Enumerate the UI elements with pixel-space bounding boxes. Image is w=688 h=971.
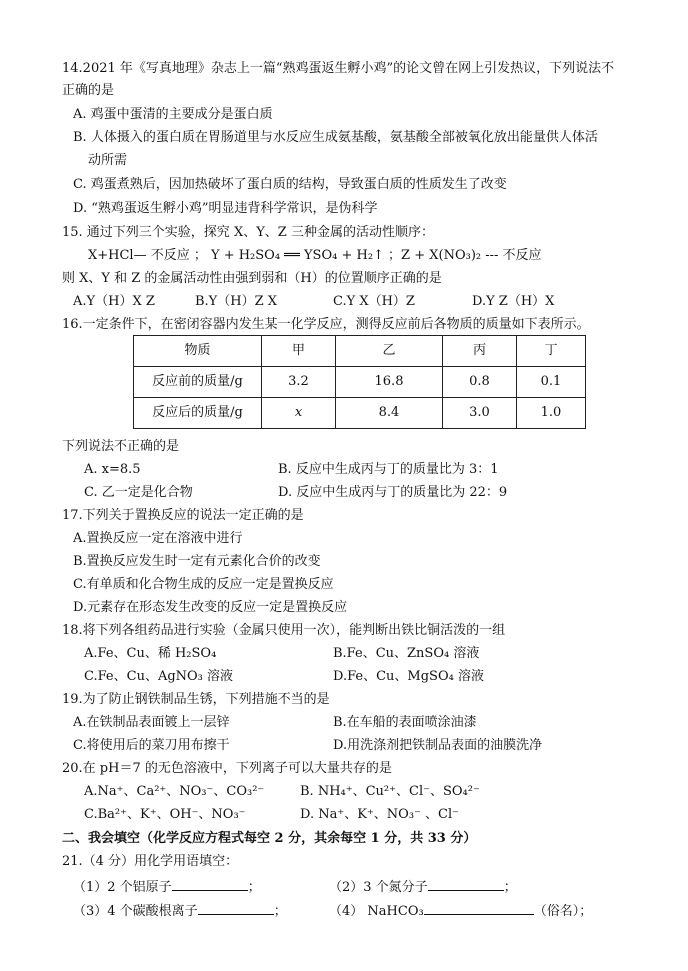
q17-option-a: A.置换反应一定在溶液中进行 [73, 531, 243, 546]
separator: ； [273, 904, 287, 919]
table-cell: 0.8 [443, 367, 517, 398]
q21-item-4-suffix: （俗名）； [533, 904, 593, 919]
q14-stem-line2: 正确的是 [62, 83, 115, 98]
answer-blank[interactable] [198, 898, 274, 915]
q20-stem: 20.在 pH＝7 的无色溶液中，下列离子可以大量共存的是 [62, 761, 392, 776]
table-row [134, 367, 586, 398]
q18-option-c: C.Fe、Cu、AgNO₃ 溶液 [84, 669, 234, 684]
q18-option-a: A.Fe、Cu、稀 H₂SO₄ [84, 646, 217, 661]
q21-item-2-label: （2）3 个氮分子 [329, 880, 428, 895]
q21-item-4 [329, 898, 592, 923]
q14-option-b-line2: 动所需 [88, 153, 128, 168]
q20-option-a: A.Na⁺、Ca²⁺、NO₃⁻、CO₃²⁻ [84, 784, 265, 799]
table-cell: 1.0 [517, 398, 586, 429]
q21-stem: 21.（4 分）用化学用语填空： [62, 854, 239, 869]
q14-option-d: D. “熟鸡蛋返生孵小鸡”明显违背科学常识，是伪科学 [73, 201, 378, 216]
q20-option-d: D. Na⁺、K⁺、NO₃⁻ 、Cl⁻ [300, 807, 459, 822]
table-header-cell: 丁 [517, 336, 586, 367]
q15-option-a: A.Y（H）X Z [73, 294, 155, 309]
q16-option-a: A. x=8.5 [84, 462, 141, 477]
separator: ； [247, 880, 261, 895]
q17-option-d: D.元素存在形态发生改变的反应一定是置换反应 [73, 600, 348, 615]
q21-item-2 [329, 874, 517, 899]
q15-reactions: X+HCl— 不反应 ； Y + H₂SO₄ ══ YSO₄ + H₂↑ ；Z + X(NO₃)₂ --- 不反应 [88, 248, 542, 263]
q14-stem-line1: 14.2021 年《写真地理》杂志上一篇“熟鸡蛋返生孵小鸡”的论文曾在网上引发热议，下列说法不 [62, 61, 615, 76]
table-header-cell: 丙 [443, 336, 517, 367]
table-cell: 0.1 [517, 367, 586, 398]
answer-blank[interactable] [424, 898, 534, 915]
q18-option-d: D.Fe、Cu、MgSO₄ 溶液 [333, 669, 484, 684]
table-header-cell: 物质 [134, 336, 262, 367]
mass-table [133, 335, 586, 429]
q15-question: 则 X、Y 和 Z 的金属活动性由强到弱和（H）的位置顺序正确的是 [62, 271, 442, 286]
answer-blank[interactable] [172, 874, 248, 891]
q17-option-b: B.置换反应发生时一定有元素化合价的改变 [73, 554, 321, 569]
table-cell: 反应前的质量/g [134, 367, 262, 398]
q21-item-1-label: （1）2 个铝原子 [73, 880, 172, 895]
table-cell: x [262, 398, 336, 429]
table-cell: 8.4 [336, 398, 443, 429]
q16-option-b: B. 反应中生成丙与丁的质量比为 3：1 [278, 462, 499, 477]
table-header-cell: 甲 [262, 336, 336, 367]
q16-question: 下列说法不正确的是 [62, 439, 180, 454]
q17-stem: 17.下列关于置换反应的说法一定正确的是 [62, 508, 304, 523]
q16-option-d: D. 反应中生成丙与丁的质量比为 22：9 [278, 485, 508, 500]
table-cell: 3.2 [262, 367, 336, 398]
table-row [134, 398, 586, 429]
q21-item-1 [73, 874, 261, 899]
q15-option-b: B.Y（H）Z X [195, 294, 278, 309]
q14-option-a: A. 鸡蛋中蛋清的主要成分是蛋白质 [73, 107, 273, 122]
q20-option-c: C.Ba²⁺、K⁺、OH⁻、NO₃⁻ [84, 807, 246, 822]
q18-stem: 18.将下列各组药品进行实验（金属只使用一次），能判断出铁比铜活泼的一组 [62, 623, 506, 638]
q16-stem: 16.一定条件下，在密闭容器内发生某一化学反应，测得反应前后各物质的质量如下表所示。 [62, 317, 590, 332]
q19-option-d: D.用洗涤剂把铁制品表面的油膜洗净 [333, 738, 543, 753]
q19-option-c: C.将使用后的菜刀用布擦干 [73, 738, 230, 753]
q17-option-c: C.有单质和化合物生成的反应一定是置换反应 [73, 577, 334, 592]
q19-stem: 19.为了防止钢铁制品生锈，下列措施不当的是 [62, 692, 330, 707]
table-cell: 反应后的质量/g [134, 398, 262, 429]
table-cell: 16.8 [336, 367, 443, 398]
q19-option-a: A.在铁制品表面镀上一层锌 [73, 715, 230, 730]
section-heading: 二、我会填空（化学反应方程式每空 2 分，其余每空 1 分，共 33 分） [62, 831, 477, 846]
q15-option-c: C.Y X（H）Z [333, 294, 415, 309]
q21-item-4-label: （4） NaHCO₃ [329, 904, 424, 919]
q18-option-b: B.Fe、Cu、ZnSO₄ 溶液 [333, 646, 480, 661]
q19-option-b: B.在车船的表面喷涂油漆 [333, 715, 477, 730]
q20-option-b: B. NH₄⁺、Cu²⁺、Cl⁻、SO₄²⁻ [300, 784, 480, 799]
q21-item-3 [73, 898, 287, 923]
q15-stem: 15. 通过下列三个实验，探究 X、Y、Z 三种金属的活动性顺序： [62, 225, 434, 240]
table-header-row [134, 336, 586, 367]
q16-option-c: C. 乙一定是化合物 [84, 485, 193, 500]
q21-item-3-label: （3）4 个碳酸根离子 [73, 904, 198, 919]
separator: ； [503, 880, 517, 895]
q14-option-c: C. 鸡蛋煮熟后，因加热破坏了蛋白质的结构，导致蛋白质的性质发生了改变 [73, 177, 507, 192]
q15-option-d: D.Y Z（H）X [472, 294, 555, 309]
q14-option-b-line1: B. 人体摄入的蛋白质在胃肠道里与水反应生成氨基酸，氨基酸全部被氧化放出能量供人体活 [73, 130, 598, 145]
table-cell: 3.0 [443, 398, 517, 429]
answer-blank[interactable] [428, 874, 504, 891]
table-header-cell: 乙 [336, 336, 443, 367]
